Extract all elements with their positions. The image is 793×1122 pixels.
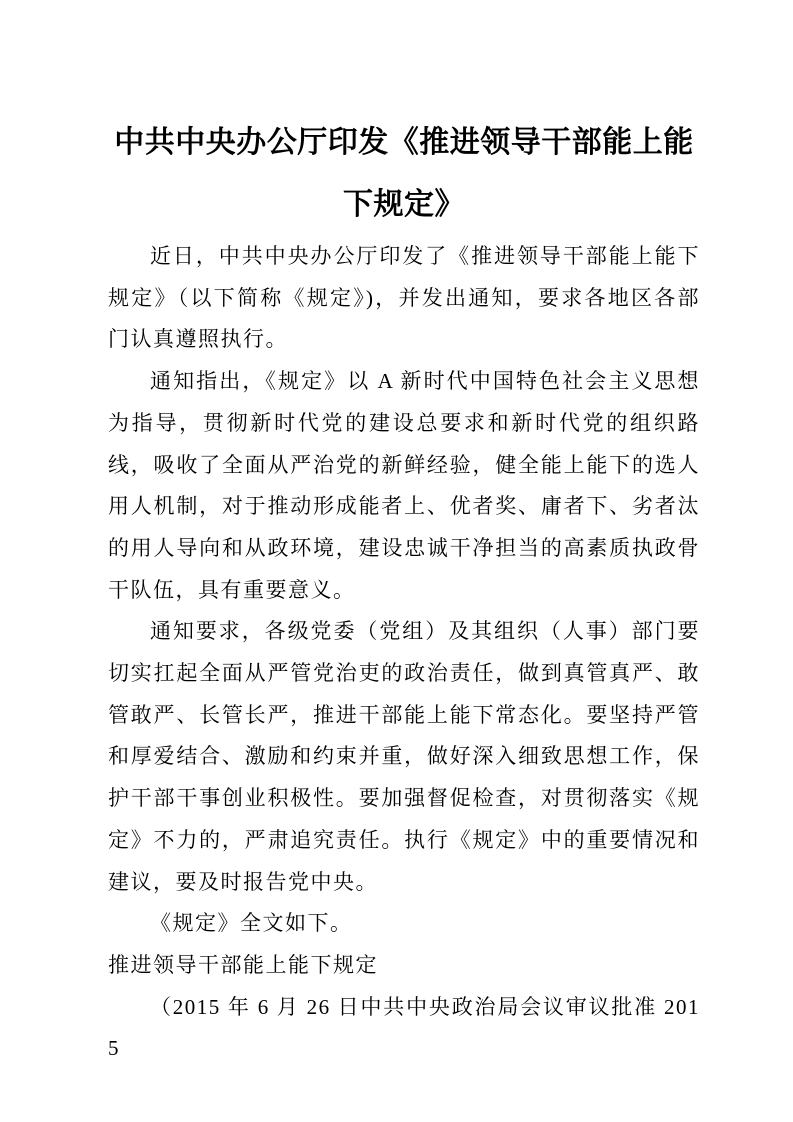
document-title: 中共中央办公厅印发《推进领导干部能上能下规定》 — [114, 126, 694, 221]
paragraph-fulltext-lead-in: 《规定》全文如下。 — [150, 911, 353, 936]
paragraph-notice-points: 通知指出，《规定》以 A 新时代中国特色社会主义思想为指导，贯彻新时代党的建设总要求和新时代党的组织路线，吸收了全面从严治党的新鲜经验，健全能上能下的选人用人机制，对于推动形成能者上、优者奖、庸者下、劣者汰的用人导向和从政环境，建设忠诚干净担当的高素质执政骨干队伍，具有重要意义。 — [108, 369, 700, 602]
paragraph-intro: 近日，中共中央办公厅印发了《推进领导干部能上能下规定》（以下简称《规定》)，并发出通知，要求各地区各部门认真遵照执行。 — [108, 244, 700, 352]
document-body — [108, 236, 700, 1070]
paragraph-approval-date: （2015 年 6 月 26 日中共中央政治局会议审议批准 2015 — [108, 994, 700, 1061]
paragraph-notice-requirements: 通知要求，各级党委（党组）及其组织（人事）部门要切实扛起全面从严管党治吏的政治责任，做到真管真严、敢管敢严、长管长严，推进干部能上能下常态化。要坚持严管和厚爱结合、激励和约束并重，做好深入细致思想工作，保护干部干事创业积极性。要加强督促检查，对贯彻落实《规定》不力的，严肃追究责任。执行《规定》中的重要情况和建议，要及时报告党中央。 — [108, 619, 700, 894]
document-content — [108, 0, 700, 1070]
paragraph-regulation-heading: 推进领导干部能上能下规定 — [108, 952, 378, 977]
